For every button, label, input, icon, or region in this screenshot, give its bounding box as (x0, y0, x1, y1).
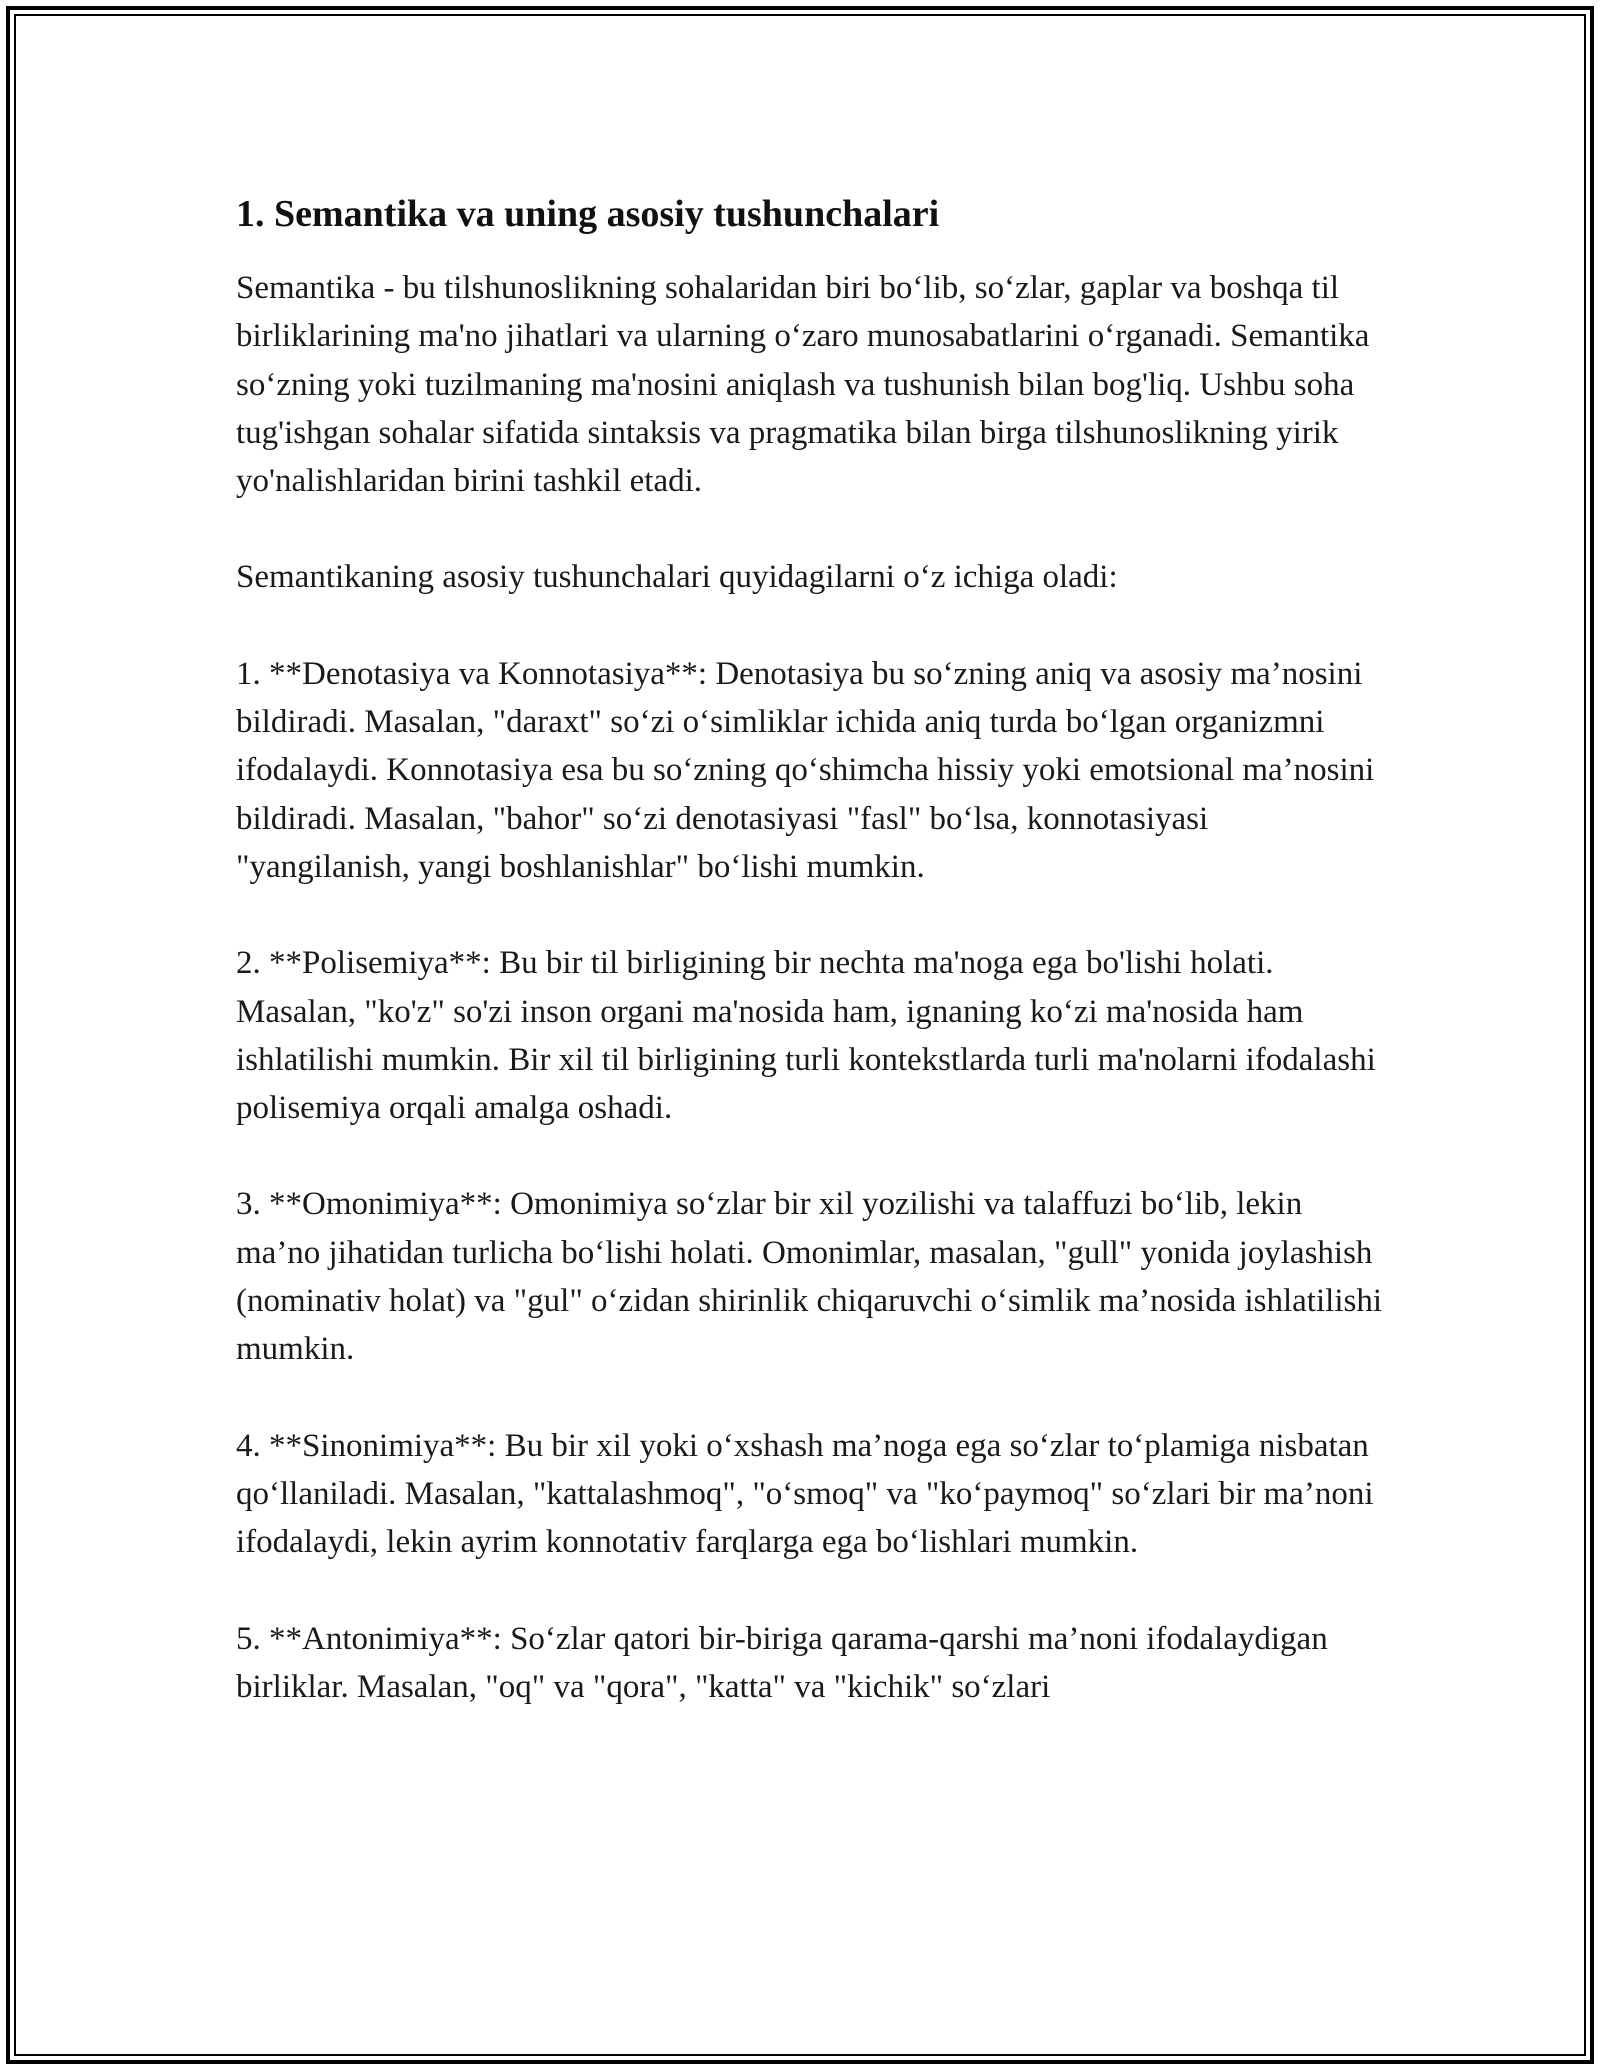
concepts-intro-paragraph: Semantikaning asosiy tushunchalari quyidagilarni o‘z ichiga oladi: (236, 559, 1118, 596)
document-body (236, 186, 1386, 1759)
list-item-antonymy: 5. **Antonimiya**: So‘zlar qatori bir-biriga qarama-qarshi ma’noni ifodalaydigan birliklar. Masalan, "oq" va "qora", "katta" va "kichik" so‘zlari (236, 1620, 1328, 1705)
list-item-denotation: 1. **Denotasiya va Konnotasiya**: Denotasiya bu so‘zning aniq va asosiy ma’nosini bildiradi. Masalan, "daraxt" so‘zi o‘simliklar ichida aniq turda bo‘lgan organizmni ifodalaydi. Konnotasiya esa bu so‘zning qo‘shimcha hissiy yoki emotsional ma’nosini bildiradi. Masalan, "bahor" so‘zi denotasiyasi "fasl" bo‘lsa, konnotasiyasi "yangilanish, yangi boshlanishlar" bo‘lishi mumkin. (236, 655, 1375, 885)
list-item-homonymy: 3. **Omonimiya**: Omonimiya so‘zlar bir xil yozilishi va talaffuzi bo‘lib, lekin ma’no jihatidan turlicha bo‘lishi holati. Omonimlar, masalan, "gull" yonida joylashish (nominativ holat) va "gul" o‘zidan shirinlik chiqaruvchi o‘simlik ma’nosida ishlatilishi mumkin. (236, 1186, 1382, 1368)
list-item-polysemy: 2. **Polisemiya**: Bu bir til birligining bir nechta ma'noga ega bo'lishi holati. Masalan, "ko'z" so'zi inson organi ma'nosida ham, ignaning ko‘zi ma'nosida ham ishlatilishi mumkin. Bir xil til birligining turli kontekstlarda turli ma'nolarni ifodalashi polisemiya orqali amalga oshadi. (236, 945, 1376, 1127)
page-title: 1. Semantika va uning asosiy tushunchalari (236, 193, 940, 235)
intro-paragraph: Semantika - bu tilshunoslikning sohalaridan biri bo‘lib, so‘zlar, gaplar va boshqa til birliklarining ma'no jihatlari va ularning o‘zaro munosabatlarini o‘rganadi. Semantika so‘zning yoki tuzilmaning ma'nosini aniqlash va tushunish bilan bog'liq. Ushbu soha tug'ishgan sohalar sifatida sintaksis va pragmatika bilan birga tilshunoslikning yirik yo'nalishlaridan birini tashkil etadi. (236, 270, 1370, 500)
list-item-synonymy: 4. **Sinonimiya**: Bu bir xil yoki o‘xshash ma’noga ega so‘zlar to‘plamiga nisbatan qo‘llaniladi. Masalan, "kattalashmoq", "o‘smoq" va "ko‘paymoq" so‘zlari bir ma’noni ifodalaydi, lekin ayrim konnotativ farqlarga ega bo‘lishlari mumkin. (236, 1427, 1374, 1561)
